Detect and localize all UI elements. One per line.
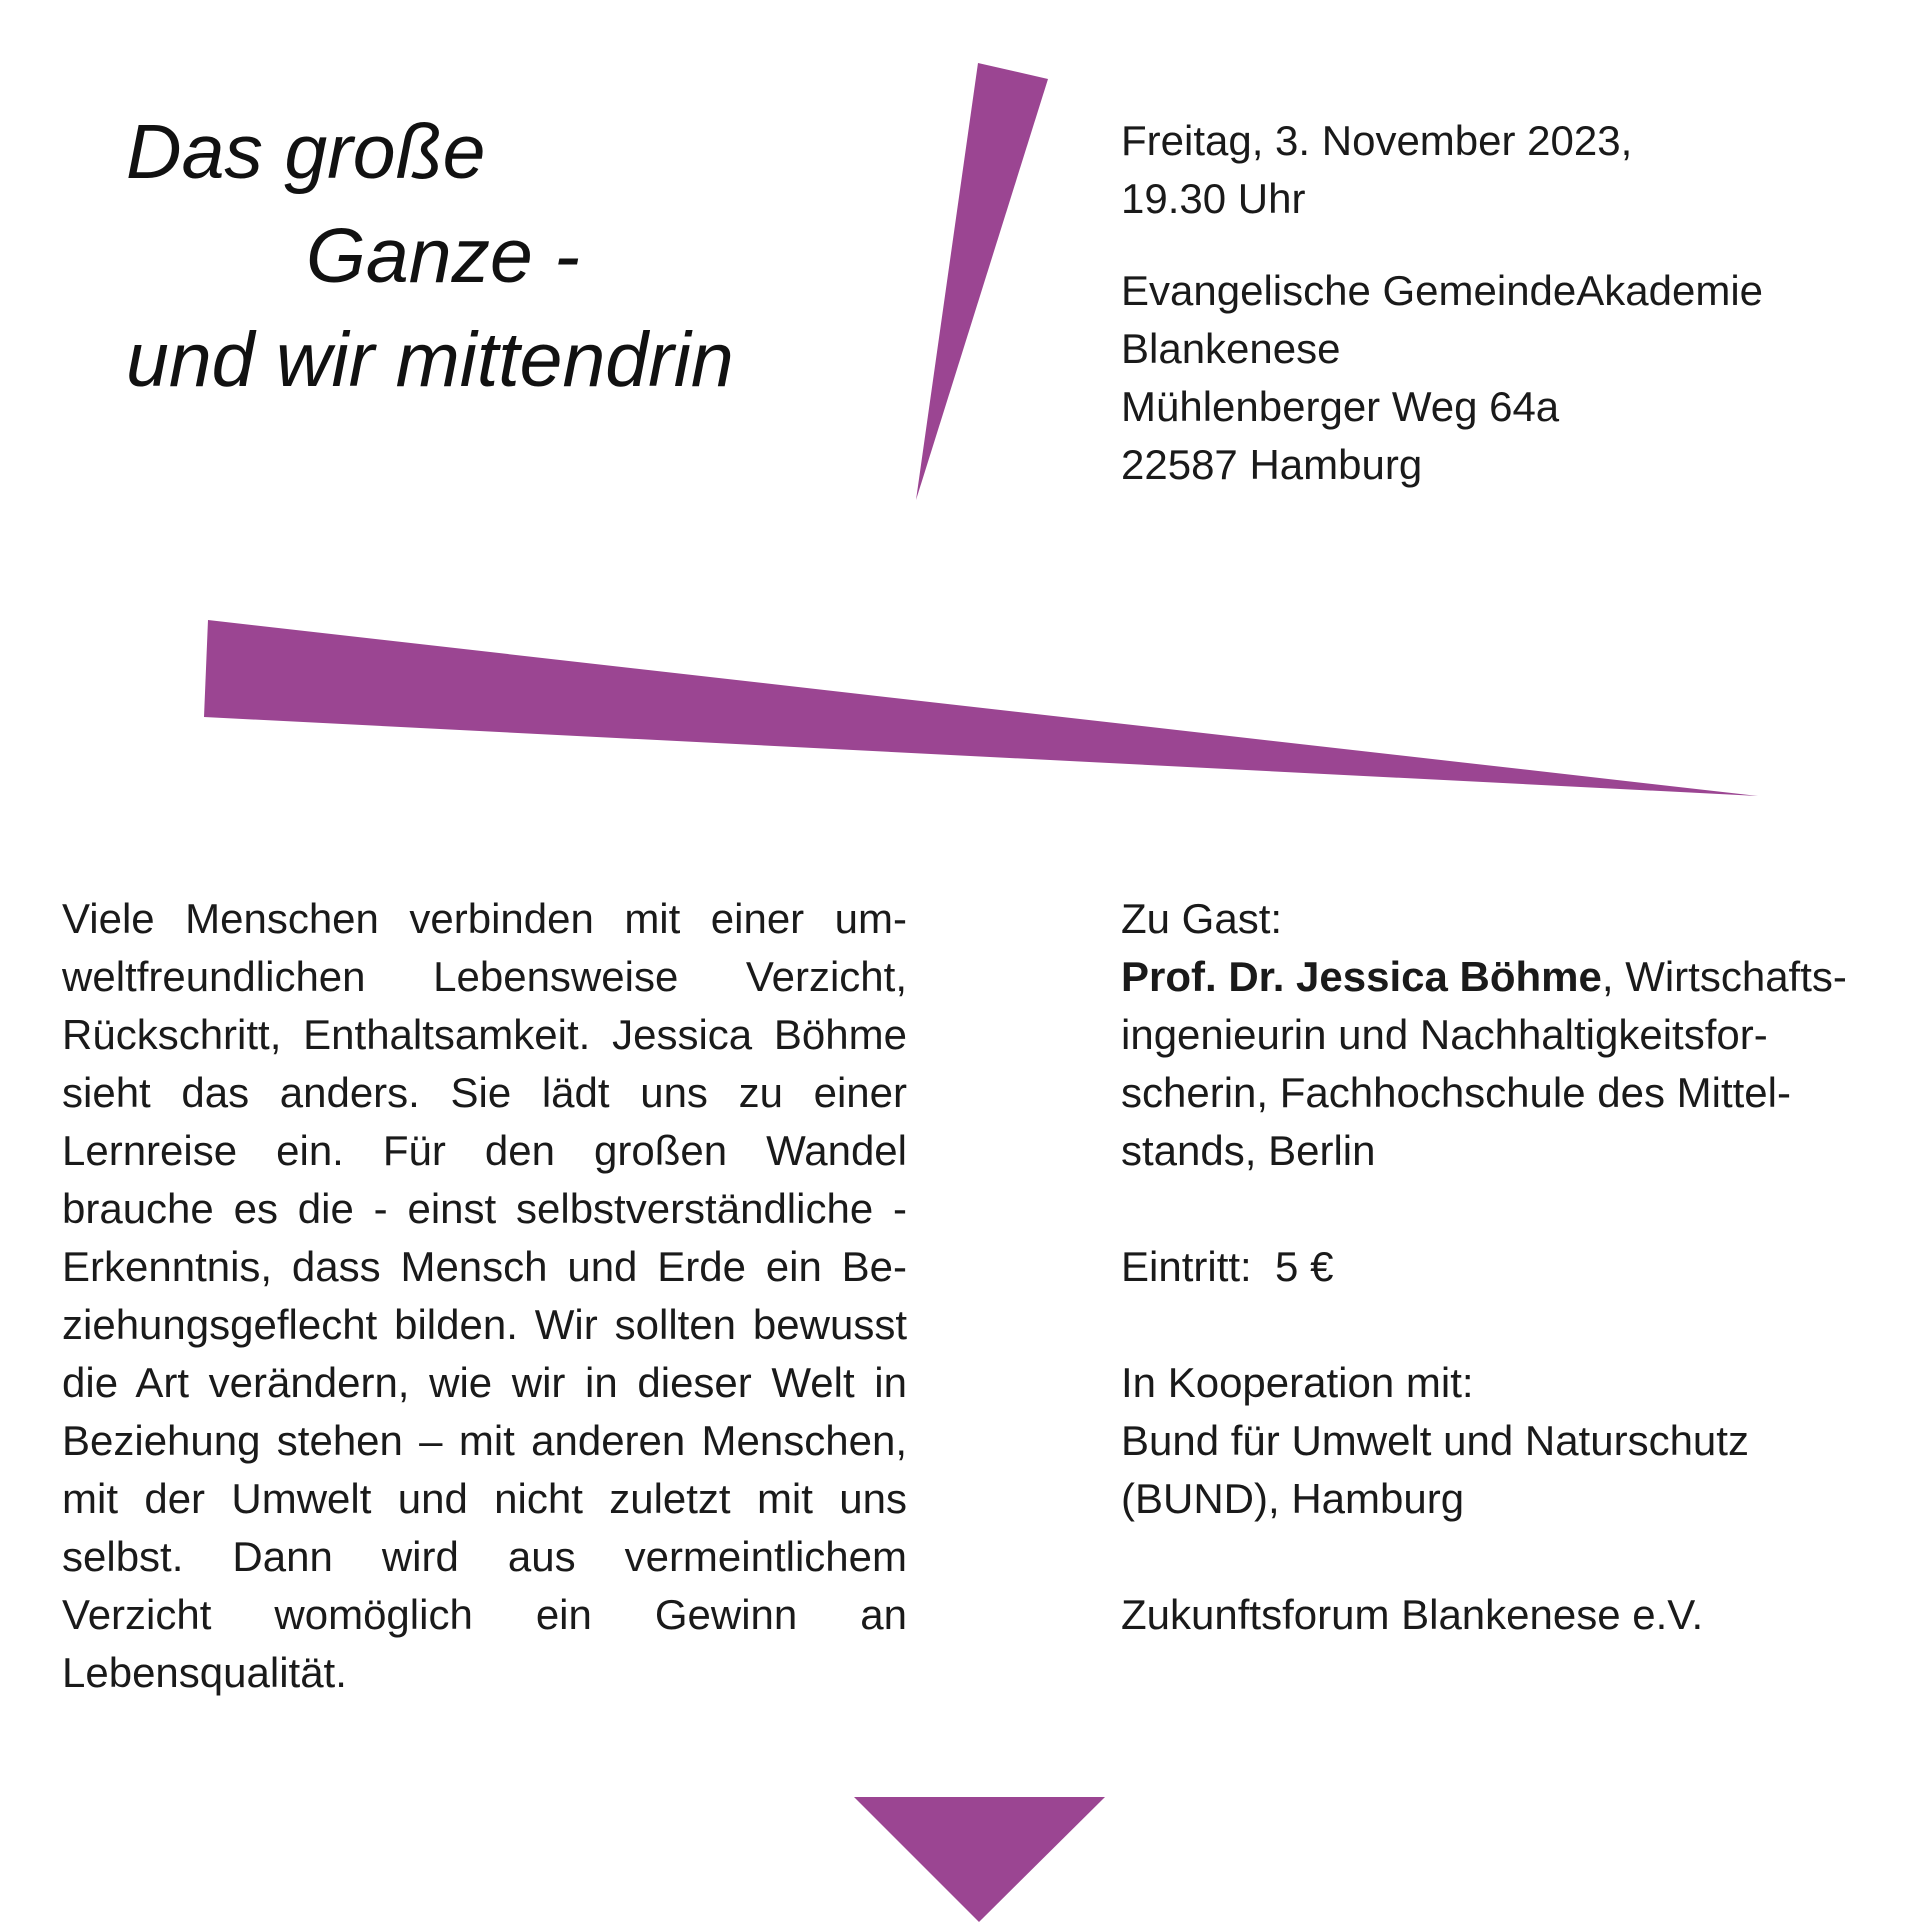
title-line-1: Das große: [126, 109, 486, 195]
title-line-3: und wir mittendrin: [126, 317, 734, 403]
vertical-wedge-shape: [916, 63, 1048, 500]
venue-block: [1121, 262, 1881, 494]
cooperation-heading: In Kooperation mit:: [1121, 1359, 1474, 1406]
guest-block: [1121, 890, 1891, 1180]
venue-name-line-1: Evangelische GemeindeAkademie: [1121, 267, 1764, 314]
event-details: [1121, 890, 1891, 1644]
venue-name-line-2: Blankenese: [1121, 325, 1341, 372]
venue-city: 22587 Hamburg: [1121, 441, 1423, 488]
guest-info: [1121, 948, 1891, 1180]
down-arrow-triangle: [854, 1797, 1105, 1922]
venue-street: Mühlenberger Weg 64a: [1121, 383, 1560, 430]
guest-heading: Zu Gast:: [1121, 895, 1283, 942]
cooperation-partner-bund: Bund für Umwelt und Naturschutz (BUND), Hamburg: [1121, 1417, 1749, 1522]
event-description: Viele Menschen verbinden mit einer umweltfreundlichen Lebensweise Verzicht, Rückschritt, Enthaltsamkeit. Jessica Böhme sieht das anders. Sie lädt uns zu einer Lernreise ein. Für den großen Wandel brauche es die - einst selbstverständliche - Erkenntnis, dass Mensch und Erde ein Beziehungsgeflecht bilden. Wir sollten bewusst die Art verändern, wie wir in dieser Welt in Beziehung stehen – mit anderen Menschen, mit der Umwelt und nicht zuletzt mit uns selbst. Dann wird aus vermeintlichem Verzicht womöglich ein Gewinn an Lebensqualität.: [62, 895, 907, 1696]
guest-role: , Wirtschaftsingenieurin und Nachhaltigkeitsforscherin, Fachhochschule des Mittelstands, Berlin: [1121, 953, 1847, 1174]
admission-info: [1121, 1238, 1891, 1296]
event-time: 19.30 Uhr: [1121, 175, 1306, 222]
date-time-block: [1121, 112, 1881, 228]
admission-price: 5 €: [1275, 1243, 1334, 1290]
event-date: Freitag, 3. November 2023,: [1121, 117, 1633, 164]
cooperation-partner-zukunftsforum: Zukunftsforum Blankenese e.V.: [1121, 1591, 1704, 1638]
cooperation-block: [1121, 1354, 1891, 1528]
horizontal-wedge-shape: [204, 620, 1758, 796]
event-title: [126, 100, 734, 412]
title-line-2: Ganze -: [306, 213, 580, 299]
admission-label: Eintritt:: [1121, 1243, 1252, 1290]
guest-name: Prof. Dr. Jessica Böhme: [1121, 953, 1602, 1000]
event-info: [1121, 112, 1881, 494]
